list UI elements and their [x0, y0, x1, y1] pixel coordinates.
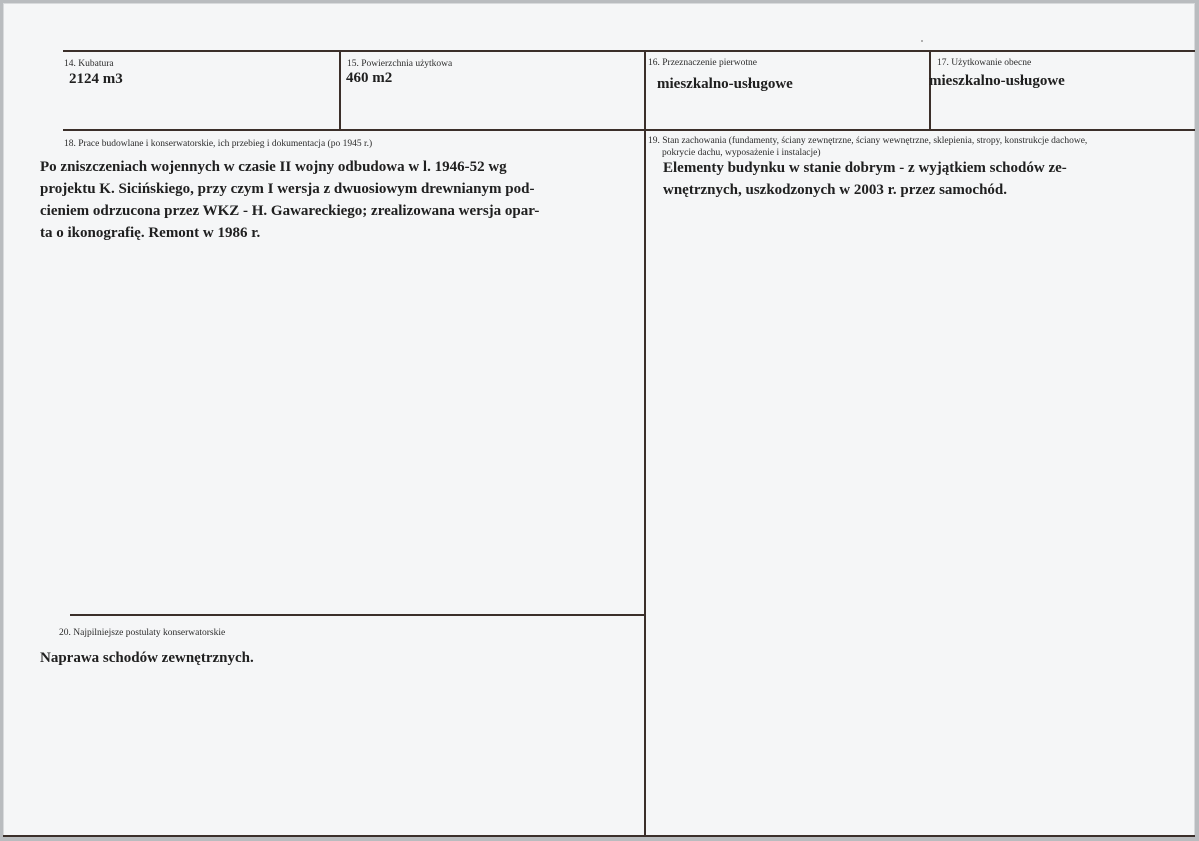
- field-19-label-line-2: pokrycie dachu, wyposażenie i instalacje): [662, 148, 821, 158]
- field-15-value: 460 m2: [346, 70, 393, 86]
- field-17-label: 17. Użytkowanie obecne: [937, 58, 1032, 68]
- field-15-label: 15. Powierzchnia użytkowa: [347, 59, 453, 69]
- record-card: [3, 3, 1195, 837]
- field-14-value: 2124 m3: [69, 71, 123, 87]
- divider-17: [929, 50, 931, 131]
- field-16-value: mieszkalno-usługowe: [657, 76, 793, 92]
- field-18-text: [40, 156, 539, 244]
- field-18-line: cieniem odrzucona przez WKZ - H. Gawareckiego; zrealizowana wersja opar-: [40, 203, 540, 219]
- field-19-line: wnętrznych, uszkodzonych w 2003 r. przez samochód.: [663, 182, 1008, 198]
- bottom-rule: [3, 835, 1195, 837]
- divider-main: [644, 50, 646, 836]
- field-18-line: ta o ikonografię. Remont w 1986 r.: [40, 225, 261, 241]
- field-20-value: Naprawa schodów zewnętrznych.: [40, 650, 254, 666]
- field-20-label: 20. Najpilniejsze postulaty konserwatorskie: [59, 628, 226, 638]
- divider-15: [339, 50, 341, 131]
- field-16-label: 16. Przeznaczenie pierwotne: [648, 58, 757, 68]
- field-19-line: Elementy budynku w stanie dobrym - z wyjątkiem schodów ze-: [663, 160, 1067, 176]
- field-18-line: projektu K. Sicińskiego, przy czym I wersja z dwuosiowym drewnianym pod-: [40, 181, 535, 197]
- paper-speck: [921, 40, 923, 42]
- field-19-label-line-1: 19. Stan zachowania (fundamenty, ściany zewnętrzne, ściany wewnętrzne, sklepienia, stropy, konstrukcje dachowe,: [648, 136, 1088, 146]
- field-18-label: 18. Prace budowlane i konserwatorskie, ich przebieg i dokumentacja (po 1945 r.): [64, 139, 373, 149]
- header-bottom-rule: [63, 129, 1195, 131]
- section-20-rule: [70, 614, 646, 616]
- field-17-value: mieszkalno-usługowe: [929, 73, 1065, 89]
- field-18-line: Po zniszczeniach wojennych w czasie II wojny odbudowa w l. 1946-52 wg: [40, 159, 507, 175]
- field-19-text: [663, 157, 1067, 201]
- top-rule: [63, 50, 1195, 52]
- field-14-label: 14. Kubatura: [64, 59, 114, 69]
